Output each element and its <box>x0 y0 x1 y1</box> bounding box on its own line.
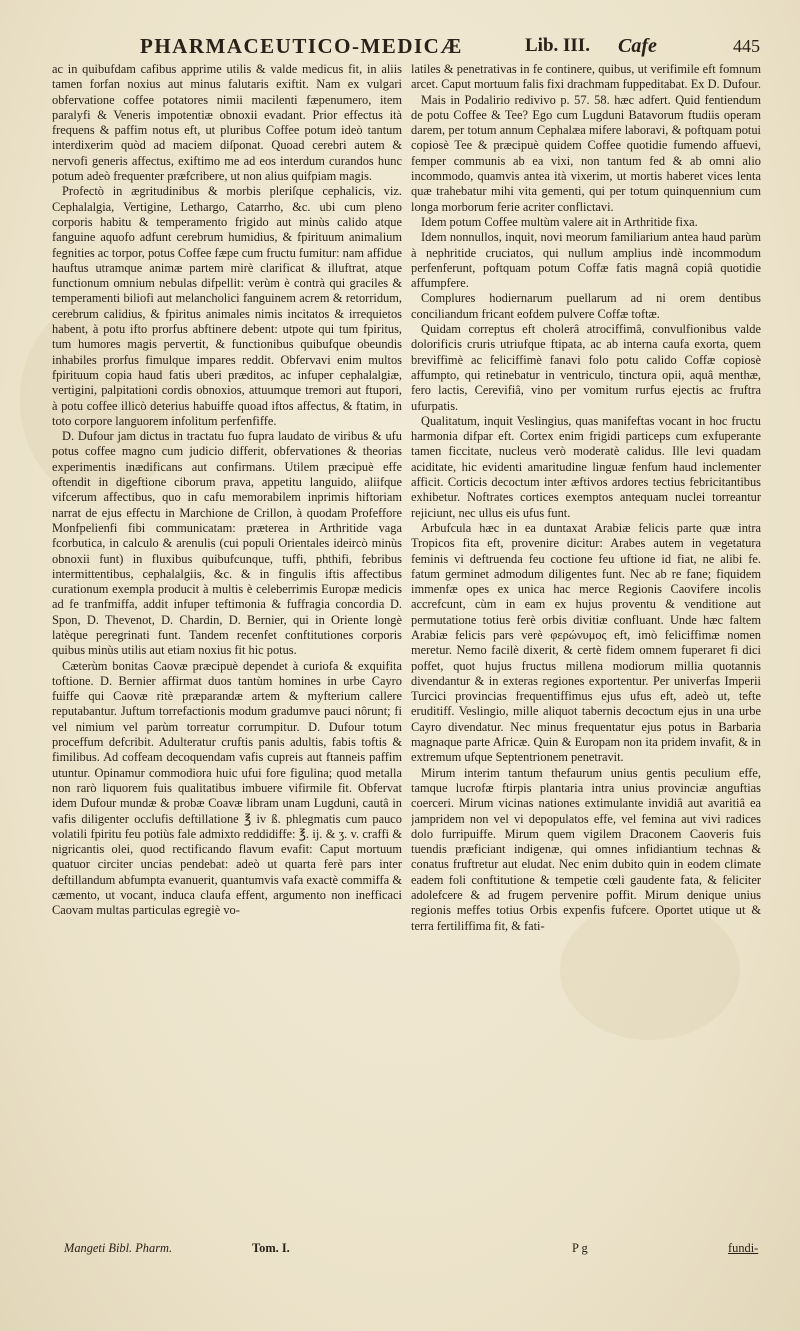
book-number: Lib. III. <box>525 35 590 56</box>
paragraph: Mais in Podalirio redivivo p. 57. 58. hæc adfert. Quid fentiendum de potu Coffee & Tee? Ego cum Lugduni Batavorum ftudiis operam darem, per totum annum Cephalæa mifere laboravi, & poftquam potui copiosè Tee & præcipuè quidem Coffee quotidie fumendo affuevi, femper communis ab ea vixi, non tantum fed & ab omni alio incommodo, quamvis antea ità vixerim, ut mortis haberet vices lenta quæ trahebatur mihi vita gementi, qui per totum quinquennium cum longa morborum ferie acriter conflictavi. <box>411 92 761 214</box>
footer-source: Mangeti Bibl. Pharm. <box>64 1241 173 1255</box>
left-column <box>52 62 402 1272</box>
footer-volume: Tom. I. <box>252 1241 290 1255</box>
paragraph: ac in quibufdam cafibus apprime utilis & valde medicus fit, in aliis tamen forfan noxius aut minus falutaris exiftit. Nam ex vulgari obfervatione coffee potatores nimii macilenti fæpenumero, item paralyfi & Veneris impotentiæ obnoxii evadant. Prior effectus ità frequens & paffim notus eft, ut pluribus Coffee potum ideò tantum interdixerim quòd ad maciem diſponat. Quoad cerebri autem & nervofi generis affectus, exiftimo me ad eos interdum curandos hunc potum adeò frequenter præfcribere, ut non alius quifpiam magis. <box>52 62 402 184</box>
paragraph: Cæterùm bonitas Caovæ præcipuè dependet à curiofa & exquifita toftione. D. Bernier affirmat duos tantùm homines in urbe Cayro fuiffe qui Caovæ ritè præparandæ artem & myfterium callere reputabantur. Juftum torrefactionis modum gradumve pauci nôrunt; fi vel nimium vel parùm torreatur corrumpitur. D. Dufour totum proceffum defcribit. Adulteratur cruftis panis adultis, fabis toftis & fimilibus. Ad coffeam decoquendam vafis cupreis aut ftanneis paffim utuntur. Opinamur commodiora huic ufui fore figulina; quod metalla non rarò liquorem fuis qualitatibus imbuere vifirmile fit. Obfervat idem Dufour mundæ & probæ Coavæ libram unam Lugduni, cautâ in vafis diligenter occlufis deftillatione ℥ iv ß. phlegmatis cum pauco volatili fpiritu feu potiùs fale admixto reddidiffe: ℥. ij. & ʒ. v. craffi & nigricantis olei, quod rectificando flavum evafit: Caput mortuum quatuor circiter uncias pendebat: adeò ut quarta ferè pars inter deftillandum abfumpta evanuerit, quantumvis vafa exactè commiffa & cæmento, ut vocant, induca claufa effent, argumento non inefficaci Caovam multas particulas egregiè vo- <box>52 658 402 918</box>
paragraph: Qualitatum, inquit Veslingius, quas manifeftas vocant in hoc fructu harmonia difpar eft. Cortex enim frigidi particeps cum exfuperante tamen ficcitate, nucleus verò moderatè calidus. Ille levi quadam aciditate, hic evidenti amaritudine linguæ fenfum haud inclementer afficit. Corticis decoctum inter æftivos ardores tectius febricitantibus exhibetur. Noftrates cortices exemptos antequam nuclei torreantur rejiciunt, nec ullus eis ufus funt. <box>411 413 761 520</box>
paragraph: Quidam correptus eft cholerâ atrociffimâ, convulfionibus valde dolorificis cruris utriufque ftipata, ac ab interna caufa exorta, quem breviffimè ac feliciffimè fanavi folo potu calido Coffæ copiosè affumpto, qui retinebatur in ventriculo, tinctura opii, aquâ menthæ, fero lactis, Cerevifiâ, vino per vomitum rurfus ejectis ac fruftra ufurpatis. <box>411 322 761 413</box>
running-header <box>140 34 760 60</box>
right-column <box>411 62 761 1272</box>
paragraph: Arbufcula hæc in ea duntaxat Arabiæ felicis parte quæ intra Tropicos fita eft, provenire dicitur: Arabes autem in vegetatura feminis vi deftruenda feu coctione feu uftione id fiat, ne alibi fe. fatum germinet admodum diligentes funt. Nec ab re fane; fiquidem immenfæ opes ex unica hac merce Regionis Caovifere incolis accrefcunt, cùm in eam ex hujus proventu & venditione aut permutatione totius ferè orbis divitiæ confluant. Unde hæc faltem Arabiæ felicis pars verè φερώνυμος eft, imò feliciffimæ nomen meretur. Nemo facilè dixerit, & certè fidem omnem fuperaret fi dici poffet, quot hujus fructus millena modiorum millia quotannis divendantur & in exteras regiones exportentur. Per univerfas Imperii Turcici provincias frequentiffimus ejus ufus eft, adeò ut, tefte eruditiff. Veslingio, mille aliquot tabernis decoctum ejus in una urbe Cayro divendatur. Nec minus frequentatur ejus potus in Barbaria magnaque parte Africæ. Quin & Europam non ita pridem invafit, & in extremum ufque Septentrionem penetravit. <box>411 520 761 765</box>
paragraph: Idem nonnullos, inquit, novi meorum familiarium antea haud parùm à nephritide cruciatos, qui nullum amplius indè incommodum perfenferunt, poftquam potum Coffæ fatis magnâ copiâ quotidie affumpfere. <box>411 230 761 291</box>
paragraph: latiles & penetrativas in fe continere, quibus, ut verifimile eft fomnum arcet. Caput mortuum falis fixi drachmam fuppeditabat. Ex D. Dufour. <box>411 62 761 92</box>
running-title: PHARMACEUTICO-MEDICÆ <box>140 34 463 58</box>
catchword: fundi- <box>728 1241 759 1255</box>
signature-mark: P g <box>572 1241 588 1255</box>
paragraph: Idem potum Coffee multùm valere ait in Arthritide fixa. <box>421 214 698 229</box>
paragraph: Mirum interim tantum thefaurum unius gentis peculium effe, tamque lucrofæ ftirpis plantaria intra unius provinciæ anguftias coerceri. Mirum vicinas nationes extimulante invidiâ aut avaritiâ ea jampridem non vel vi depopulatos effe, vel femina aut vivi radices dolo furripuiffe. Mirum quem vigilem Draconem Caoveris fuis tuendis præficiant indigenæ, qui omnes infidiantium technas & conatus fruftretur aut eludat. Nec enim dubito quin in eodem climate eadem foli conftitutione & tempetie cœli gaudente fata, & feliciter adolefcere & ad frugem pervenire poffit. Mirum denique unius regionis meffes totius Orbis expenfis fufcere. Oportet utique ut & terra fertiliffima fit, & fati- <box>411 765 761 933</box>
chapter-title: Cafe <box>618 35 657 57</box>
paragraph: Profectò in ægritudinibus & morbis pleriſque cephalicis, viz. Cephalalgia, Vertigine, Lethargo, Catarrho, &c. ubi cum pleno corporis habitu & temperamento frigido aut minùs calido atque fanguine aquofo adfunt cerebrum humidius, & fpirituum animalium fegnities ac torpor, potus Coffee fæpe cum fructu fumitur: nam affidue hauftus utramque animæ partem mirè clarificat & illuftrat, atque functionum omnium nebulas difpellit: verùm è contrà qui graciles & temperamenti biliofi aut melancholici fanguinem acrem & retorridum, cerebrum calidius, & fpiritus animales nimis incitatos & irrequietos habent, à potu ifto prorfus abftinere debent: utpote qui tum fpiritus, tum humores magis pervertit, & functionibus quibufque obeundis inhabiles prorfus fimulque impares reddit. Obfervavi enim multos fpirituum copia haud fatis uberi præditos, ac infuper cephalalgiæ, vertigini, palpitationi cordis obnoxios, attuumque tremori aut ftupori, à potu coffee illicò deterius habuiffe quoad iftos affectus, & ftatim, in toto corpore languorem infolitum perfenfiffe. <box>52 184 402 428</box>
paragraph: D. Dufour jam dictus in tractatu fuo fupra laudato de viribus & ufu potus coffee magno cum judicio differit, obfervationes & theorias experimentis inædificans aut confirmans. Utilem præcipuè effe oftendit in digeftione ciborum prava, appetitu languido, aliifque vifcerum affectibus, quo in cafu memorabilem inprimis hiftoriam narrat de ejus effectu in Marchione de Crillon, à quodam Profeffore Monfpelienfi fibi communicatam: præterea in Arthritide vaga fcorbutica, in calculo & arenulis (cui populi Orientales ideircò minùs obnoxii funt) in fluxibus quibufcunque, tuffi, phthifi, febribus intermittentibus, cephalalgiis, &c. & in fingulis iftis affectibus curationum exempla producit à multis è celeberrimis Europæ medicis ad fe tranfmiffa, addit infuper teftimonia & fuffragia concordia D. Spon, D. Thevenot, D. Chardin, D. Bernier, qui in Oriente longè latèque peregrinati funt. Tandem recenfet conftitutiones corporis quibus minùs utilis aut etiam noxius fit hic potus. <box>52 429 402 658</box>
paragraph: Complures hodiernarum puellarum ad ni orem dentibus conciliandum fricant eofdem pulvere Coffæ toftæ. <box>411 291 761 321</box>
page-number: 445 <box>733 36 760 56</box>
